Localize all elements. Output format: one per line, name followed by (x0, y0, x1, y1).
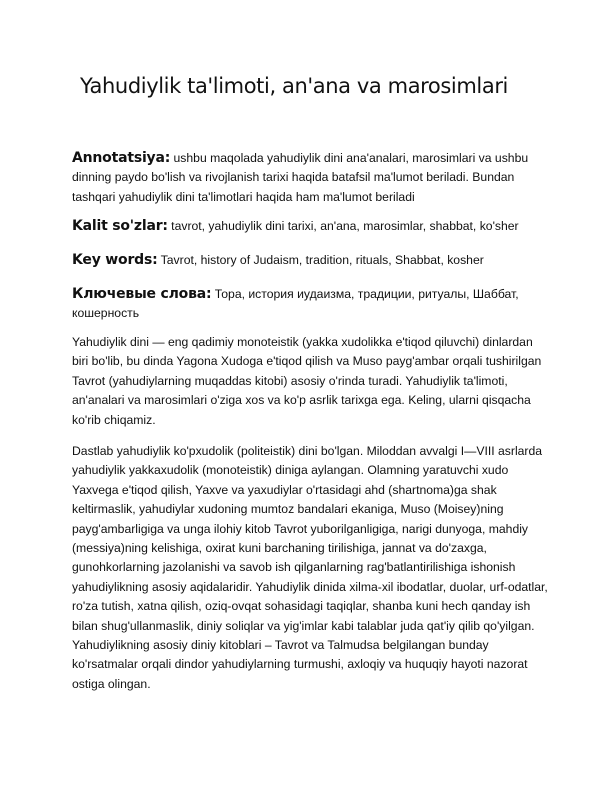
annotation-label: Annotatsiya: (72, 150, 171, 166)
annotation-text: ushbu maqolada yahudiylik dini ana'analari, marosimlari va ushbu dinning paydo bo'lish va rivojlanish tarixi haqida batafsil ma'lumot beriladi. Bundan tashqari yahudiylik dini ta'limotlari haqida ham ma'lumot beriladi (72, 151, 529, 204)
keywords-en-label: Key words: (72, 252, 158, 268)
keywords-ru-text: Тора, история иудаизма, традиции, ритуалы, Шаббат, кошерность (72, 287, 519, 321)
body-paragraph-1: Yahudiylik dini — eng qadimiy monoteistik (yakka xudolikka e'tiqod qiluvchi) dinlardan biri bo'lib, bu dinda Yagona Xudoga e'tiqod qilish va Muso payg'ambar orqali tushirilgan Tavrot (yahudiylarning muqaddas kitobi) asosiy o'rinda turadi. Yahudiylik ta'limoti, an'analari va marosimlari o'ziga xos va ko'p asrlik tarixga ega. Keling, ularni qisqacha ko'rib chiqamiz. (72, 335, 542, 427)
keywords-uz-text: tavrot, yahudiylik dini tarixi, an'ana, marosimlar, shabbat, ko'sher (167, 219, 519, 233)
page-title: Yahudiylik ta'limoti, an'ana va marosimlari (80, 74, 508, 98)
keywords-ru-label: Ключевые слова: (72, 286, 212, 302)
keywords-uz-paragraph (72, 217, 548, 236)
keywords-en-paragraph (72, 251, 548, 270)
keywords-uz-label: Kalit so'zlar: (72, 218, 168, 234)
annotation-paragraph (72, 149, 548, 207)
body-paragraph-2: Dastlab yahudiylik ko'pxudolik (politeistik) dini bo'lgan. Miloddan avvalgi I—VIII asrlarda yahudiylik yakkaxudolik (monoteistik) diniga aylangan. Olamning yaratuvchi xudo Yaxvega e'tiqod qilish, Yaxve va yaxudiylar o'rtasidagi ahd (shartnoma)ga shak keltirmaslik, yahudiylar xudoning mumtoz bandalari ekaniga, Muso (Moisey)ning payg'ambarligiga va unga ilohiy kitob Tavrot yuborilganligiga, narigi dunyoga, mahdiy (messiya)ning kelishiga, oxirat kuni barchaning tirilishiga, jannat va do'zaxga, gunohkorlarning jazolanishi va savob ish qilganlarning rag'batlantirilishiga ishonish yahudiylikning asosiy aqidalaridir. Yahudiylik dinida xilma-xil ibodatlar, duolar, urf-odatlar, ro'za tutish, xatna qilish, oziq-ovqat sohasidagi taqiqlar, shanba kuni hech qanday ish bilan shug'ullanmaslik, diniy soliqlar va yig'imlar kabi talablar juda qat'iy qilib qo'yilgan. Yahudiylikning asosiy diniy kitoblari – Tavrot va Talmudsa belgilangan bunday ko'rsatmalar orqali dindor yahudiylarning turmushi, axloqiy va huquqiy hayoti nazorat ostiga olingan. (72, 444, 548, 691)
keywords-ru-paragraph (72, 285, 548, 324)
keywords-en-text: Tavrot, history of Judaism, tradition, rituals, Shabbat, kosher (157, 253, 484, 267)
